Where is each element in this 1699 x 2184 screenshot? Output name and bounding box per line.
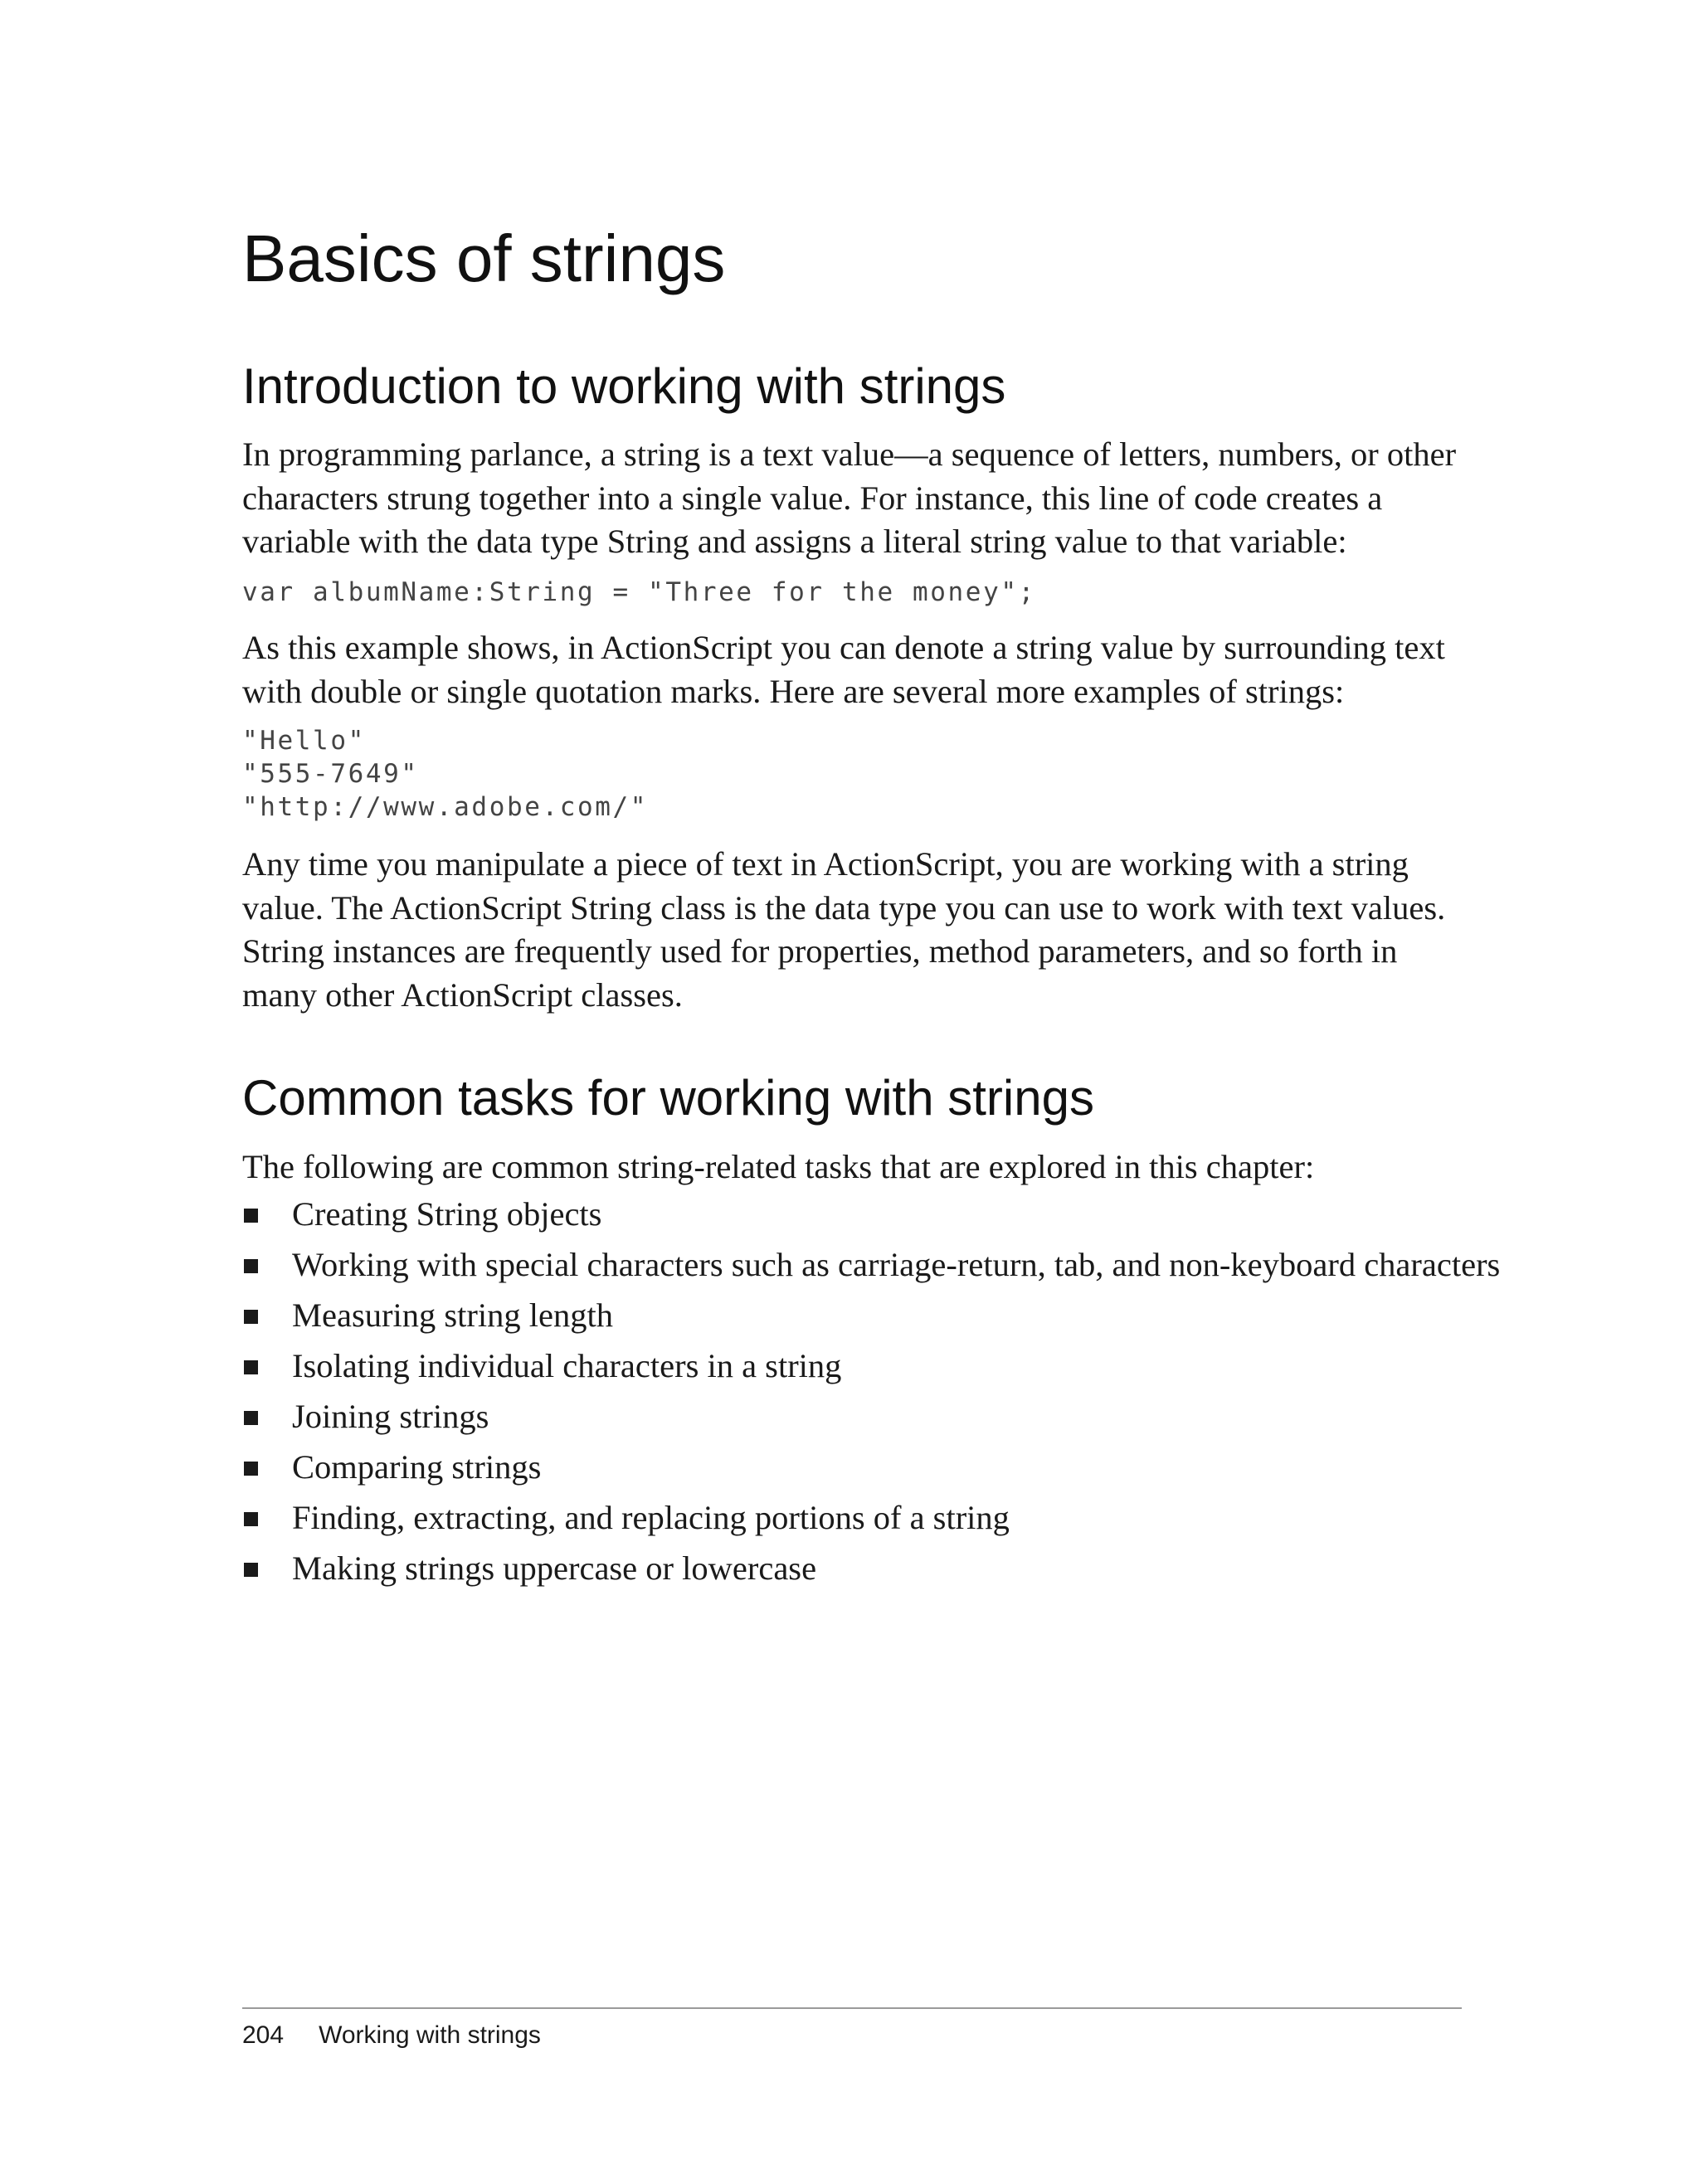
- code-sample-variable: var albumName:String = "Three for the money";: [242, 577, 1036, 607]
- square-bullet-icon: [244, 1512, 258, 1526]
- intro-paragraph-3: Any time you manipulate a piece of text in ActionScript, you are working with a string value. The ActionScript String class is the data type you can use to work with text values. String instances are frequently used for properties, method parameters, and so forth in many other ActionScript classes.: [242, 845, 1446, 1014]
- page-number: 204: [242, 2021, 285, 2049]
- square-bullet-icon: [244, 1209, 258, 1223]
- square-bullet-icon: [244, 1310, 258, 1324]
- code-sample-strings: "Hello" "555-7649" "http://www.adobe.com/": [242, 726, 649, 822]
- chapter-title: Working with strings: [319, 2021, 541, 2049]
- section-heading-introduction: Introduction to working with strings: [242, 358, 1006, 414]
- page-footer: [242, 2019, 541, 2052]
- list-item-text: Joining strings: [292, 1398, 489, 1435]
- list-item: [242, 1294, 1470, 1345]
- square-bullet-icon: [244, 1462, 258, 1476]
- square-bullet-icon: [244, 1563, 258, 1577]
- list-item: [242, 1446, 1470, 1496]
- list-item: [242, 1243, 1501, 1294]
- list-item: [242, 1193, 1470, 1243]
- page-title: Basics of strings: [242, 221, 726, 295]
- intro-paragraph-2: As this example shows, in ActionScript you can denote a string value by surrounding text with double or single quotation marks. Here are several more examples of strings:: [242, 629, 1445, 710]
- list-item-text: Making strings uppercase or lowercase: [292, 1549, 817, 1587]
- list-item: [242, 1496, 1470, 1547]
- list-item-text: Finding, extracting, and replacing portions of a string: [292, 1499, 1010, 1536]
- square-bullet-icon: [244, 1360, 258, 1374]
- list-item: [242, 1395, 1470, 1446]
- list-item-text: Measuring string length: [292, 1296, 613, 1334]
- list-item-text: Creating String objects: [292, 1195, 602, 1233]
- list-item-text: Comparing strings: [292, 1448, 542, 1486]
- task-list: [242, 1193, 1501, 1598]
- footer-divider: [242, 2007, 1462, 2009]
- square-bullet-icon: [244, 1259, 258, 1273]
- square-bullet-icon: [244, 1411, 258, 1425]
- tasks-lead-paragraph: The following are common string-related tasks that are explored in this chapter:: [242, 1148, 1315, 1185]
- list-item-text: Working with special characters such as carriage-return, tab, and non-keyboard characters: [292, 1246, 1501, 1283]
- list-item: [242, 1345, 1470, 1395]
- list-item: [242, 1547, 1470, 1598]
- list-item-text: Isolating individual characters in a string: [292, 1347, 842, 1384]
- intro-paragraph-1: In programming parlance, a string is a text value—a sequence of letters, numbers, or other characters strung together into a single value. For instance, this line of code creates a variable with the data type String and assigns a literal string value to that variable:: [242, 435, 1457, 561]
- section-heading-common-tasks: Common tasks for working with strings: [242, 1070, 1094, 1126]
